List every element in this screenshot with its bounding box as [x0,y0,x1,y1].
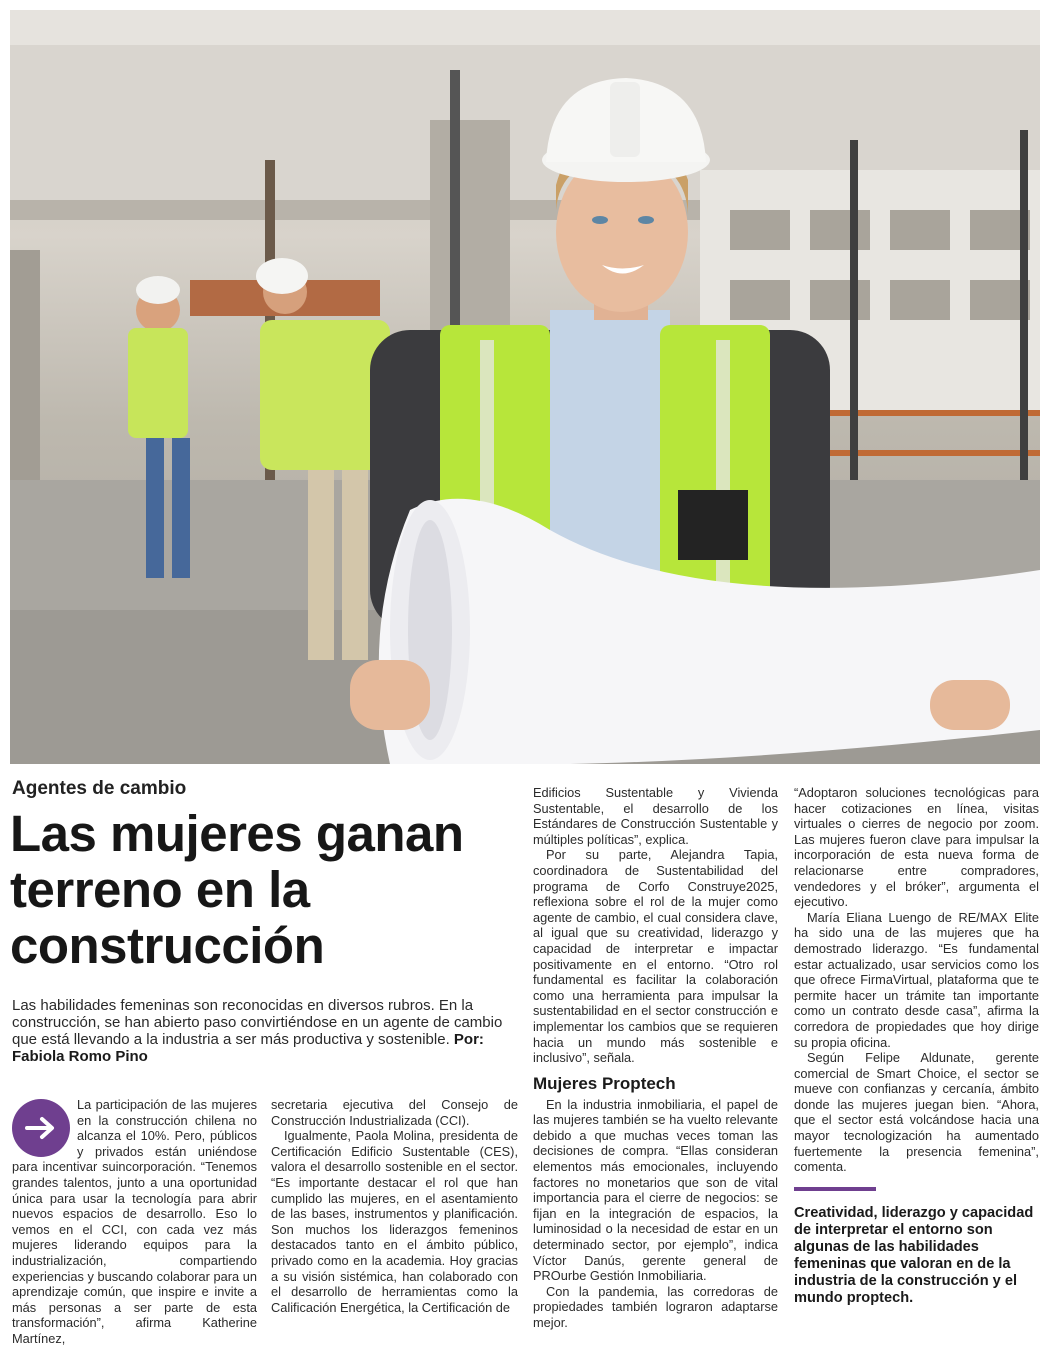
body-column-4 [794,785,1039,1307]
arrow-badge [12,1099,70,1157]
paragraph: secretaria ejecutiva del Consejo de Construcción Industrializada (CCI). [271,1097,518,1128]
paragraph: Según Felipe Aldunate, gerente comercial de Smart Choice, el sector se mueve con confianzas y cercanía, ámbito donde las mujeres juegan bien. “Ahora, que el sector está volcándose hacia una mayor tecnologización ha aumentado fuertemente la presencia femenina”, comenta. [794,1050,1039,1175]
pullquote: Creatividad, liderazgo y capacidad de interpretar el entorno son algunas de las habilidades femeninas que valoran en de la industria de la construcción y el mundo proptech. [794,1204,1034,1306]
paragraph: “Adoptaron soluciones tecnológicas para hacer cotizaciones en línea, visitas virtuales o cierres de negocio por zoom. Las mujeres fueron clave para impulsar la incorporación de esta nueva forma de relacionarse entre compradores, vendedores y el bróker”, argumenta el ejecutivo. [794,785,1039,910]
article-kicker: Agentes de cambio [12,778,187,799]
arrow-right-icon [25,1116,57,1140]
article-deck [12,997,517,1065]
body-column-2 [271,1097,518,1315]
body-column-3 [533,785,778,1331]
paragraph: Edificios Sustentable y Vivienda Sustentable, el desarrollo de los Estándares de Construcción Sustentable y múltiples políticas”, explica. [533,785,778,847]
article-headline: Las mujeres ganan terreno en la construcción [10,805,464,974]
pullquote-rule [794,1187,876,1191]
paragraph: Por su parte, Alejandra Tapia, coordinadora de Sustentabilidad del programa de Corfo Construye2025, reflexiona sobre el rol de la mujer como agente de cambio, el cual considera clave, al igual que su creatividad, liderazgo y capacidad de interpretar e impactar positivamente en el entorno. “Otro rol fundamental es facilitar la colaboración como una herramienta para impulsar la sustentabilidad en el sector construcción e implementar los cambios que se requieren hacia un mundo más sostenible e inclusivo”, señala. [533,847,778,1066]
paragraph: Igualmente, Paola Molina, presidenta de Certificación Edificio Sustentable (CES), valora el desarrollo sostenible en el sector. “Es importante destacar el rol que han cumplido las mujeres, en el asentamiento de las bases, instrumentos y planificación. Son muchos los liderazgos femeninos destacados tanto en el ámbito público, privado como en la academia. Hoy gracias a su visión sistémica, han colaborado con el desarrollo de herramientas como la Calificación Energética, la Certificación de [271,1128,518,1315]
paragraph: En la industria inmobiliaria, el papel de las mujeres también se ha vuelto relevante debido a que muchas veces toman las decisiones de compra. “Ellas consideran elementos más emocionales, incluyendo factores no monetarios que son de vital importancia para el cierre de negocios: se fijan en la integración de espacios, la luminosidad o la necesidad de estar en un determinado sector, por ejemplo”, indica Víctor Danús, gerente general de PROurbe Gestión Inmobiliaria. [533,1096,778,1284]
paragraph: Con la pandemia, las corredoras de propiedades también lograron adaptarse mejor. [533,1283,778,1330]
paragraph: La participación de las mujeres en la construcción chilena no alcanza el 10%. Pero, públicos y privados están uniéndose para incentivar suincorporación. “Tenemos grandes talentos, junto a una oportunidad única para usar la tecnología para abrir nuevos espacios de desarrollo. Eso lo vemos en el CCI, con cada vez más mujeres liderando equipos para la industrialización, compartiendo experiencias y buscando colaborar para un aprendizaje común, que inspire e invite a más personas a ser parte de esta transformación”, afirma Katherine Martínez, [12,1097,257,1346]
section-subhead: Mujeres Proptech [533,1073,676,1093]
byline: Por: Fabiola Romo Pino [12,1031,484,1065]
photo-illustration [10,10,1040,764]
construction-photo [10,10,1040,764]
deck-text: Las habilidades femeninas son reconocidas en diversos rubros. En la construcción, se han abierto paso convirtiéndose en un agente de cambio que está llevando a la industria a ser más productiva y sostenible. [12,997,503,1048]
paragraph: María Eliana Luengo de RE/MAX Elite ha sido una de las mujeres que ha demostrado liderazgo. “Es fundamental estar actualizado, usar servicios como los que ofrece FirmaVirtual, plataforma que te permite hacer un trámite tan importante como un contrato desde casa”, afirma la corredora de propiedades que hoy dirige su propia oficina. [794,909,1039,1050]
body-column-1 [12,1097,257,1347]
